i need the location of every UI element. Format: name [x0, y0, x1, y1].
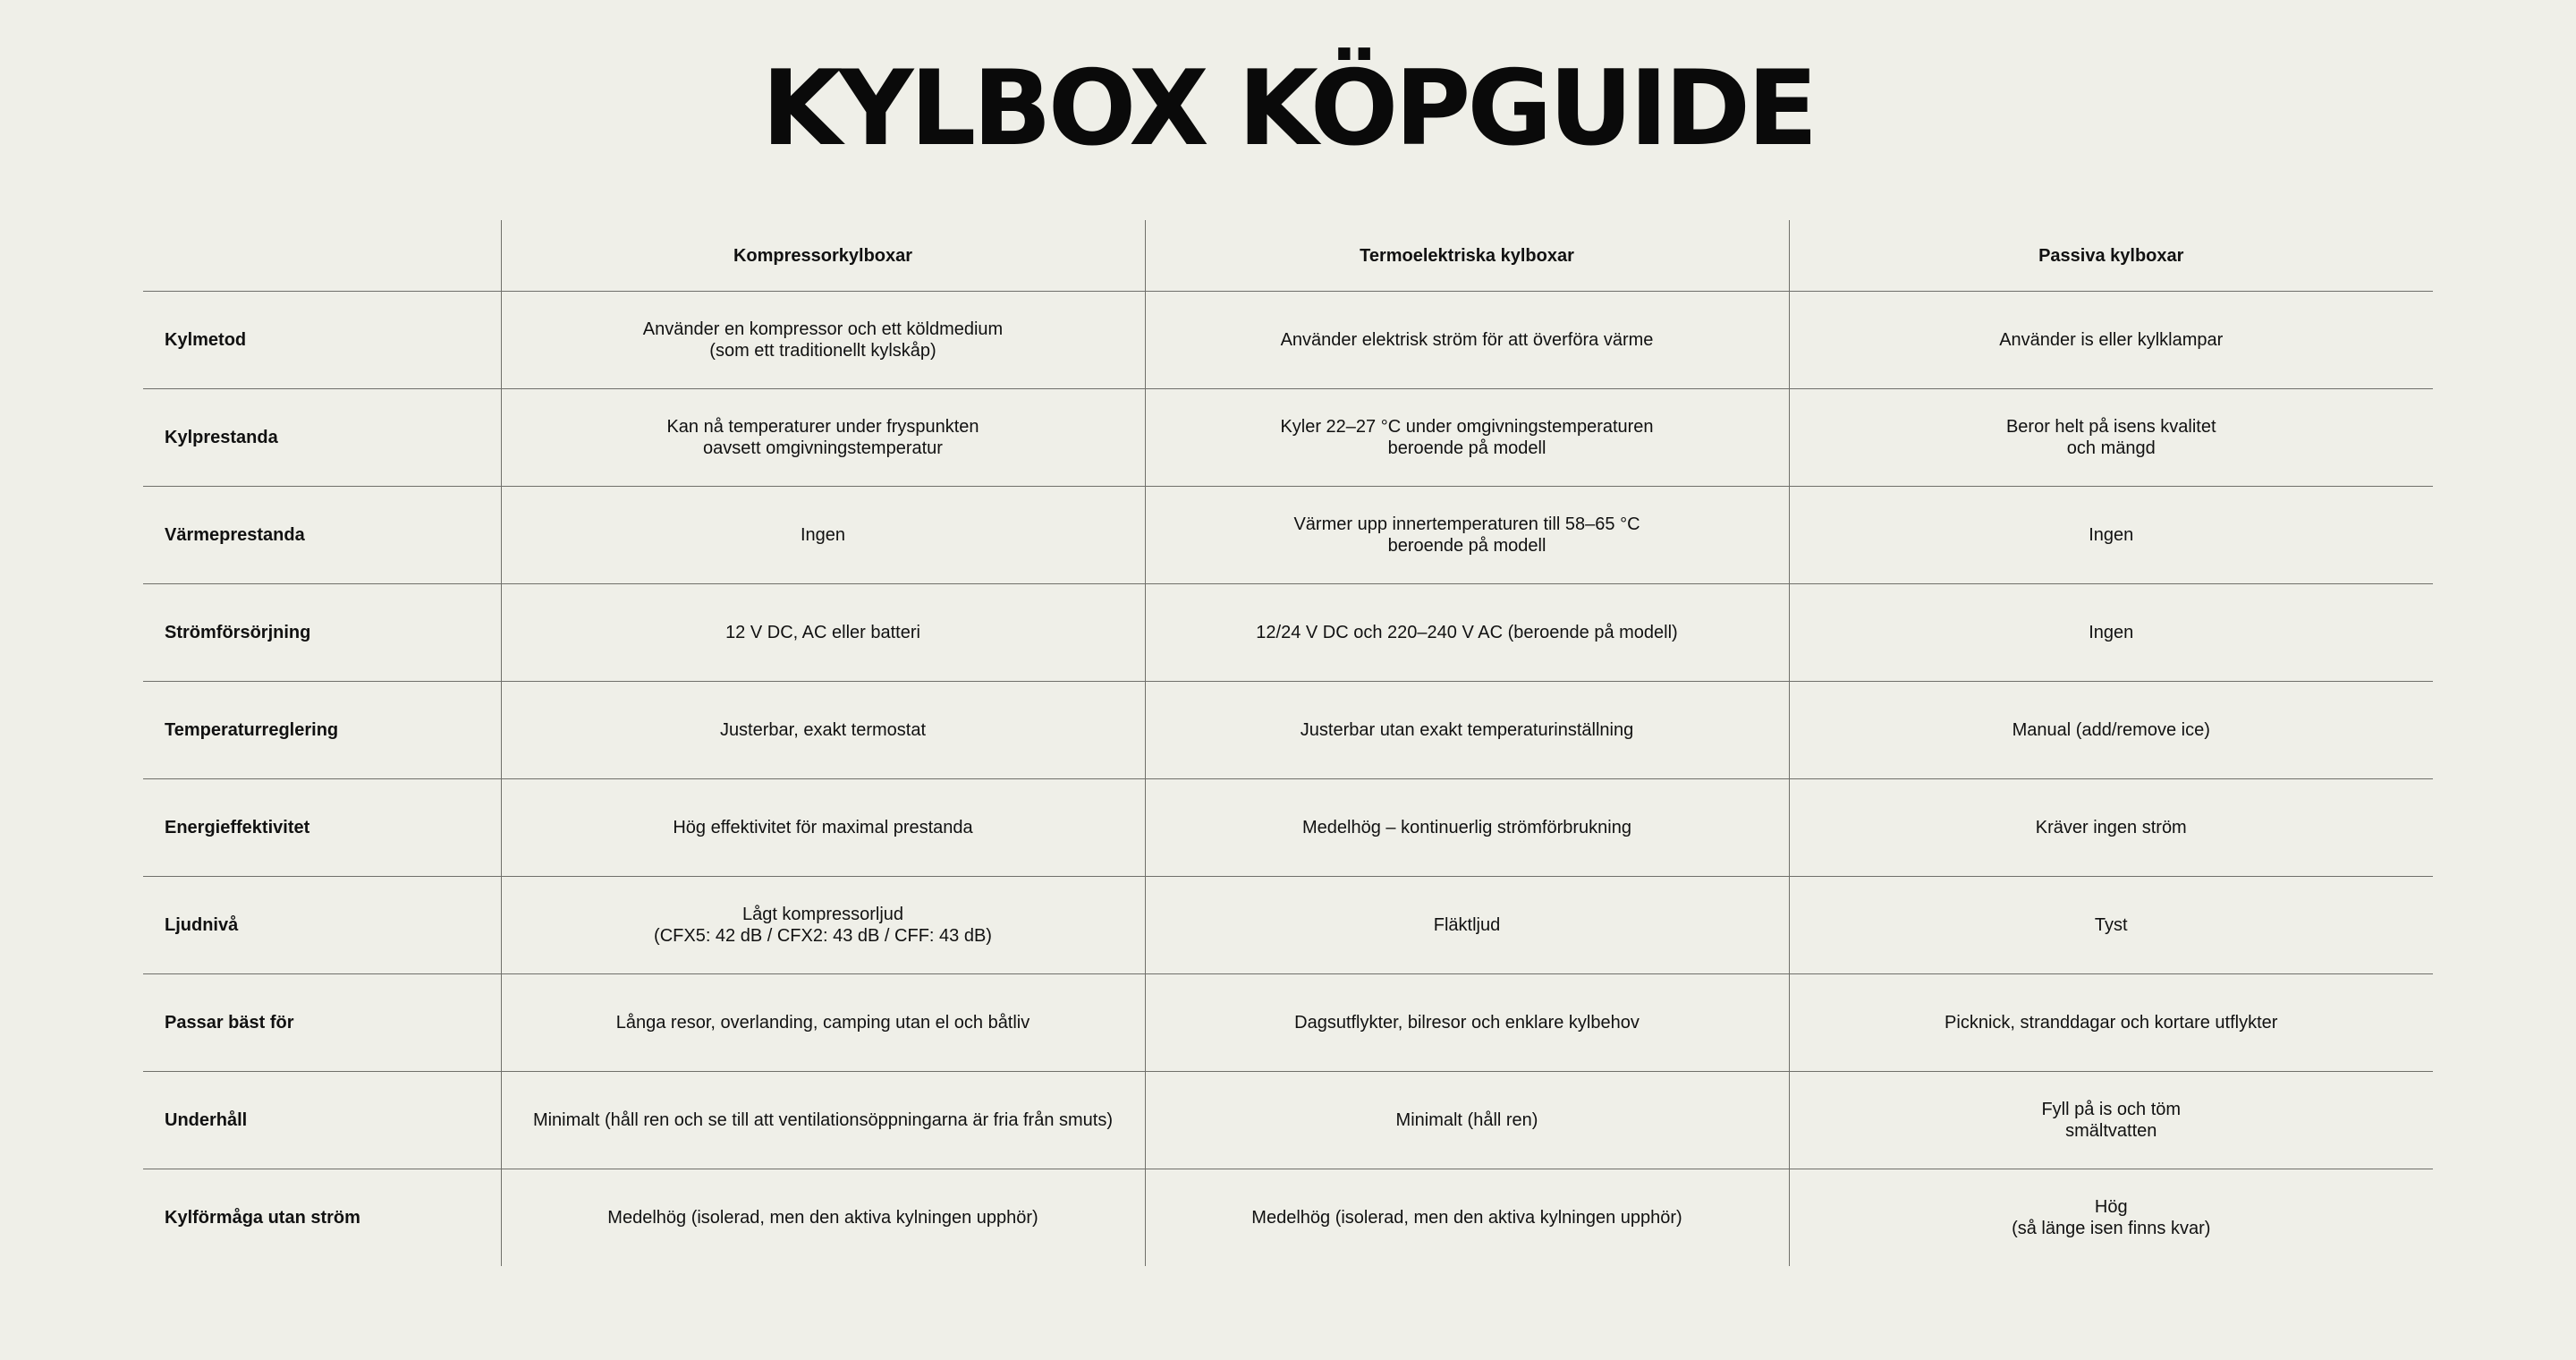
- table-cell: Dagsutflykter, bilresor och enklare kylbehov: [1145, 974, 1789, 1072]
- table-row: [143, 682, 2433, 779]
- table-row: [143, 974, 2433, 1072]
- table-cell: Värmer upp innertemperaturen till 58–65 °C beroende på modell: [1145, 487, 1789, 584]
- row-label: Temperaturreglering: [143, 682, 501, 779]
- row-label: Värmeprestanda: [143, 487, 501, 584]
- table-row: [143, 877, 2433, 974]
- header-row: [143, 220, 2433, 292]
- table-cell: Medelhög – kontinuerlig strömförbrukning: [1145, 779, 1789, 877]
- row-label: Kylmetod: [143, 292, 501, 389]
- table-row: [143, 389, 2433, 487]
- table-cell: Använder elektrisk ström för att överföra värme: [1145, 292, 1789, 389]
- table-cell: Minimalt (håll ren): [1145, 1072, 1789, 1169]
- row-label: Underhåll: [143, 1072, 501, 1169]
- table-cell: Kyler 22–27 °C under omgivningstemperaturen beroende på modell: [1145, 389, 1789, 487]
- header-passive: Passiva kylboxar: [1789, 220, 2433, 292]
- table-cell: Justerbar, exakt termostat: [501, 682, 1145, 779]
- page-title: KYLBOX KÖPGUIDE: [761, 48, 1815, 169]
- table-cell: Ingen: [1789, 487, 2433, 584]
- table-cell: Hög effektivitet för maximal prestanda: [501, 779, 1145, 877]
- table-cell: Använder en kompressor och ett köldmedium (som ett traditionellt kylskåp): [501, 292, 1145, 389]
- header-compressor: Kompressorkylboxar: [501, 220, 1145, 292]
- table-cell: Tyst: [1789, 877, 2433, 974]
- table-cell: Medelhög (isolerad, men den aktiva kylningen upphör): [501, 1169, 1145, 1267]
- row-label: Kylförmåga utan ström: [165, 1208, 360, 1228]
- table-cell: 12 V DC, AC eller batteri: [501, 584, 1145, 682]
- table-cell: Justerbar utan exakt temperaturinställning: [1145, 682, 1789, 779]
- header-thermoelectric: Termoelektriska kylboxar: [1145, 220, 1789, 292]
- header-empty: [143, 220, 501, 292]
- table-row: [143, 292, 2433, 389]
- table-header: [143, 220, 2433, 292]
- table-cell: Fläktljud: [1145, 877, 1789, 974]
- row-label: Kylprestanda: [143, 389, 501, 487]
- table-cell: Kräver ingen ström: [1789, 779, 2433, 877]
- comparison-table: [143, 220, 2433, 1266]
- table-cell: Manual (add/remove ice): [1789, 682, 2433, 779]
- table-cell: Lågt kompressorljud (CFX5: 42 dB / CFX2: 43 dB / CFF: 43 dB): [501, 877, 1145, 974]
- table-cell: Medelhög (isolerad, men den aktiva kylningen upphör): [1145, 1169, 1789, 1267]
- row-label: Strömförsörjning: [143, 584, 501, 682]
- table-row: [143, 779, 2433, 877]
- table-cell: Ingen: [501, 487, 1145, 584]
- table-cell: 12/24 V DC och 220–240 V AC (beroende på modell): [1145, 584, 1789, 682]
- table-cell: Fyll på is och töm smältvatten: [1789, 1072, 2433, 1169]
- table-row: [143, 487, 2433, 584]
- table-cell: Långa resor, overlanding, camping utan el och båtliv: [501, 974, 1145, 1072]
- table-cell: Beror helt på isens kvalitet och mängd: [1789, 389, 2433, 487]
- table-cell: Hög (så länge isen finns kvar): [1789, 1169, 2433, 1267]
- table-row: [143, 1169, 2433, 1267]
- table-row: [143, 1072, 2433, 1169]
- table-row: [143, 584, 2433, 682]
- table-cell: Ingen: [1789, 584, 2433, 682]
- row-label: Ljudnivå: [143, 877, 501, 974]
- table-cell: Minimalt (håll ren och se till att ventilationsöppningarna är fria från smuts): [501, 1072, 1145, 1169]
- table-body: [143, 292, 2433, 1267]
- row-label: Energieffektivitet: [143, 779, 501, 877]
- row-label: Passar bäst för: [143, 974, 501, 1072]
- table-cell: Kan nå temperaturer under fryspunkten oavsett omgivningstemperatur: [501, 389, 1145, 487]
- table-cell: Picknick, stranddagar och kortare utflykter: [1789, 974, 2433, 1072]
- table-cell: Använder is eller kylklampar: [1789, 292, 2433, 389]
